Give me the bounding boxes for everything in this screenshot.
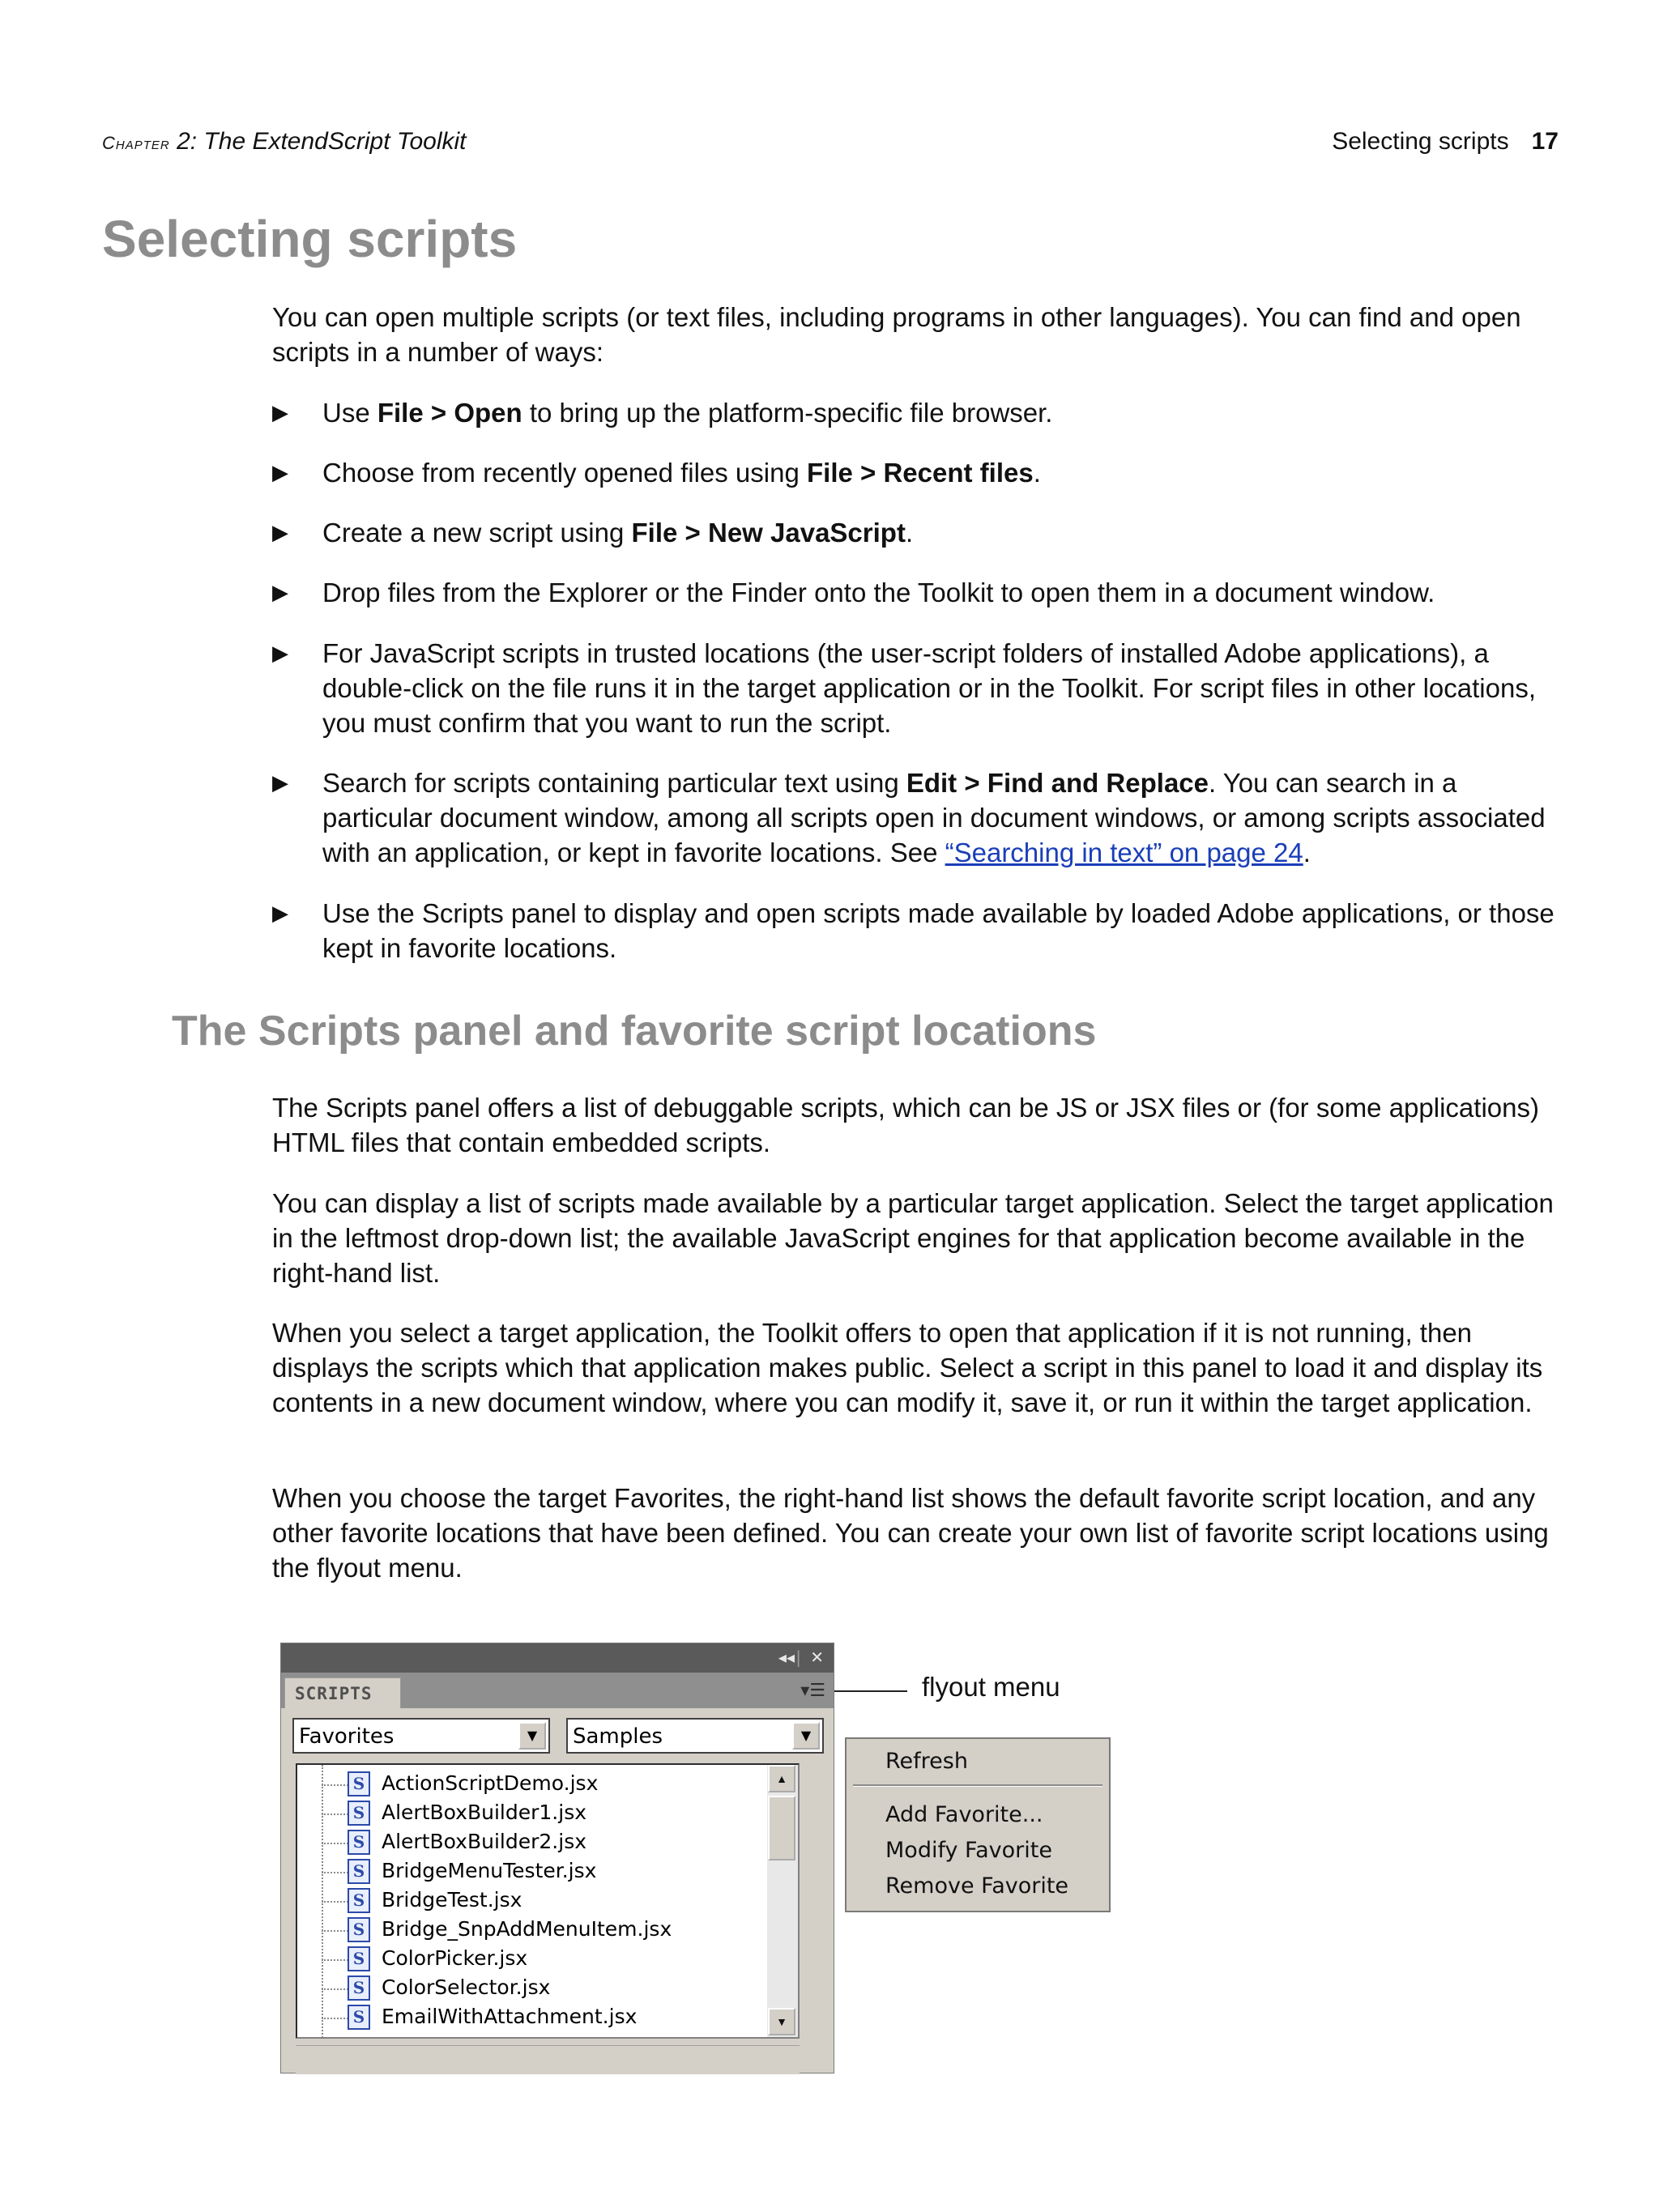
section-label [1332, 128, 1559, 156]
list-item[interactable] [297, 1974, 751, 2003]
list-item[interactable] [297, 1828, 751, 1857]
list-item[interactable] [297, 1799, 751, 1828]
menu-sep: > [957, 768, 987, 798]
paragraph-2: You can display a list of scripts made available by a particular target application. Select the target application in the leftmost drop-down list; the available JavaScript engines for that application become available in the right-hand list. [272, 1188, 1554, 1288]
menu-ref: File [631, 518, 678, 548]
menu-ref: Edit [906, 768, 957, 798]
file-name: BridgeTest.jsx [382, 1888, 522, 1912]
intro-paragraph: You can open multiple scripts (or text files, including programs in other languages). You can find and open scripts in a number of ways: [272, 302, 1521, 367]
script-file-icon: S [348, 1888, 370, 1913]
bullet-arrow-icon: ▶ [272, 460, 288, 484]
searching-in-text-link[interactable]: “Searching in text” on page 24 [945, 837, 1303, 867]
panel-titlebar [281, 1643, 834, 1673]
bullet-file-open [272, 395, 1560, 430]
tree-branch [322, 1901, 351, 1903]
callout-label: flyout menu [922, 1672, 1060, 1702]
bullet-arrow-icon: ▶ [272, 641, 288, 665]
menu-separator [853, 1784, 1102, 1787]
paragraph-4: When you choose the target Favorites, the right-hand list shows the default favorite script location, and any other favorite locations that have been defined. You can create your own list of favorite script locations using the flyout menu. [272, 1483, 1549, 1583]
callout-line [834, 1690, 907, 1692]
list-item[interactable] [297, 1945, 751, 1974]
script-file-icon: S [348, 1946, 370, 1971]
file-name: AlertBoxBuilder1.jsx [382, 1801, 587, 1824]
bullet-arrow-icon: ▶ [272, 901, 288, 925]
scroll-down-icon[interactable]: ▼ [768, 2008, 795, 2035]
bullet-find-replace [272, 765, 1560, 870]
tree-branch [322, 2018, 351, 2019]
bullet-text: . [1303, 837, 1311, 867]
bullet-text: . You can search in a particular document window, among all scripts open in document windows, or among scripts associated with an application, or kept in favorite locations. See [322, 768, 1546, 867]
bullet-arrow-icon: ▶ [272, 770, 288, 795]
list-scrollbar[interactable] [767, 1765, 798, 2037]
panel-tabbar [281, 1673, 834, 1708]
section-name: Selecting scripts [1332, 128, 1509, 155]
chapter-label [102, 128, 467, 156]
bullet-drop-files [272, 575, 1560, 610]
engine-select[interactable] [566, 1718, 824, 1754]
tree-branch [322, 1872, 351, 1873]
collapse-icon[interactable]: ◂◂ [778, 1647, 795, 1667]
menu-item-remove-favorite[interactable]: Remove Favorite [885, 1873, 1069, 1899]
bullet-text: Search for scripts containing particular text using [322, 768, 906, 798]
menu-item-add-favorite[interactable]: Add Favorite... [885, 1802, 1043, 1827]
target-application-select[interactable] [292, 1718, 550, 1754]
menu-sep: > [423, 398, 454, 428]
bullet-text: Use [322, 398, 377, 428]
bullet-text: to bring up the platform-specific file browser. [522, 398, 1053, 428]
chapter-prefix: Chapter [102, 133, 170, 153]
list-item[interactable] [297, 1886, 751, 1916]
close-icon[interactable]: ✕ [810, 1647, 824, 1667]
tree-branch [322, 1784, 351, 1786]
file-name: BridgeMenuTester.jsx [382, 1859, 597, 1882]
section-heading: The Scripts panel and favorite script locations [172, 1008, 1097, 1055]
script-file-icon: S [348, 1830, 370, 1855]
list-item[interactable] [297, 1770, 751, 1799]
paragraph-1: The Scripts panel offers a list of debuggable scripts, which can be JS or JSX files or (for some applications) HTML files that contain embedded scripts. [272, 1093, 1539, 1157]
menu-ref: Find and Replace [987, 768, 1209, 798]
bullet-arrow-icon: ▶ [272, 520, 288, 544]
menu-ref: File [377, 398, 424, 428]
page-number: 17 [1531, 128, 1559, 155]
running-head [102, 128, 1559, 160]
script-file-icon: S [348, 1771, 370, 1796]
bullet-arrow-icon: ▶ [272, 580, 288, 604]
flyout-menu [845, 1737, 1111, 1912]
menu-sep: > [677, 518, 708, 548]
script-file-icon: S [348, 2005, 370, 2030]
scroll-up-icon[interactable]: ▲ [768, 1765, 795, 1792]
chevron-down-icon[interactable]: ▼ [792, 1722, 820, 1750]
file-name: ActionScriptDemo.jsx [382, 1771, 599, 1795]
chapter-title: 2: The ExtendScript Toolkit [177, 128, 467, 155]
engine-select-value: Samples [573, 1724, 663, 1749]
file-name: ColorSelector.jsx [382, 1975, 551, 1999]
script-file-icon: S [348, 1859, 370, 1884]
bullet-text: . [1033, 458, 1041, 488]
menu-item-refresh[interactable]: Refresh [885, 1749, 968, 1774]
bullet-arrow-icon: ▶ [272, 400, 288, 424]
file-name: AlertBoxBuilder2.jsx [382, 1830, 587, 1853]
menu-ref: Open [454, 398, 522, 428]
page-title: Selecting scripts [102, 210, 518, 268]
script-file-icon: S [348, 1801, 370, 1826]
paragraph-3: When you select a target application, the Toolkit offers to open that application if it is not running, then displays the scripts which that application makes public. Select a script in this panel to load it and display its contents in a new document window, where you can modify it, save it, or run it within the target application. [272, 1318, 1543, 1417]
tree-branch [322, 1813, 351, 1815]
script-list[interactable] [296, 1763, 800, 2039]
menu-item-modify-favorite[interactable]: Modify Favorite [885, 1838, 1052, 1863]
target-select-value: Favorites [299, 1724, 394, 1749]
bullet-text: Use the Scripts panel to display and open scripts made available by loaded Adobe applications, or those kept in favorite locations. [322, 898, 1555, 963]
menu-ref: Recent files [883, 458, 1034, 488]
menu-ref: File [807, 458, 853, 488]
tree-branch [322, 1930, 351, 1932]
tree-branch [322, 1959, 351, 1961]
bullet-text: Choose from recently opened files using [322, 458, 807, 488]
file-name: EmailWithAttachment.jsx [382, 2005, 638, 2028]
flyout-menu-icon[interactable]: ▾☰ [800, 1681, 825, 1701]
bullet-trusted-locations [272, 636, 1560, 740]
bullet-text: For JavaScript scripts in trusted locations (the user-script folders of installed Adobe applications), a double-click on the file runs it in the target application or in the Toolkit. For script files in other locations, you must confirm that you want to run the script. [322, 638, 1536, 738]
panel-statusbar [296, 2045, 800, 2074]
menu-sep: > [852, 458, 884, 488]
bullet-text: . [905, 518, 914, 548]
scroll-thumb[interactable] [768, 1796, 795, 1860]
bullet-new-javascript [272, 515, 1560, 550]
script-file-icon: S [348, 1917, 370, 1942]
file-name: ColorPicker.jsx [382, 1946, 528, 1970]
bullet-scripts-panel [272, 896, 1560, 965]
bullet-recent-files [272, 455, 1560, 490]
file-name: Bridge_SnpAddMenuItem.jsx [382, 1917, 672, 1941]
tree-branch [322, 1988, 351, 1990]
chevron-down-icon[interactable]: ▼ [518, 1722, 546, 1750]
menu-ref: New JavaScript [707, 518, 906, 548]
bullet-text: Create a new script using [322, 518, 632, 548]
tab-scripts[interactable]: SCRIPTS [284, 1677, 401, 1708]
scripts-panel [280, 1643, 834, 2073]
list-item[interactable] [297, 2003, 751, 2032]
divider: | [795, 1647, 801, 1667]
bullet-text: Drop files from the Explorer or the Finder onto the Toolkit to open them in a document window. [322, 578, 1435, 607]
script-file-icon: S [348, 1975, 370, 2001]
tree-branch [322, 1843, 351, 1844]
list-item[interactable] [297, 1857, 751, 1886]
list-item[interactable] [297, 1916, 751, 1945]
